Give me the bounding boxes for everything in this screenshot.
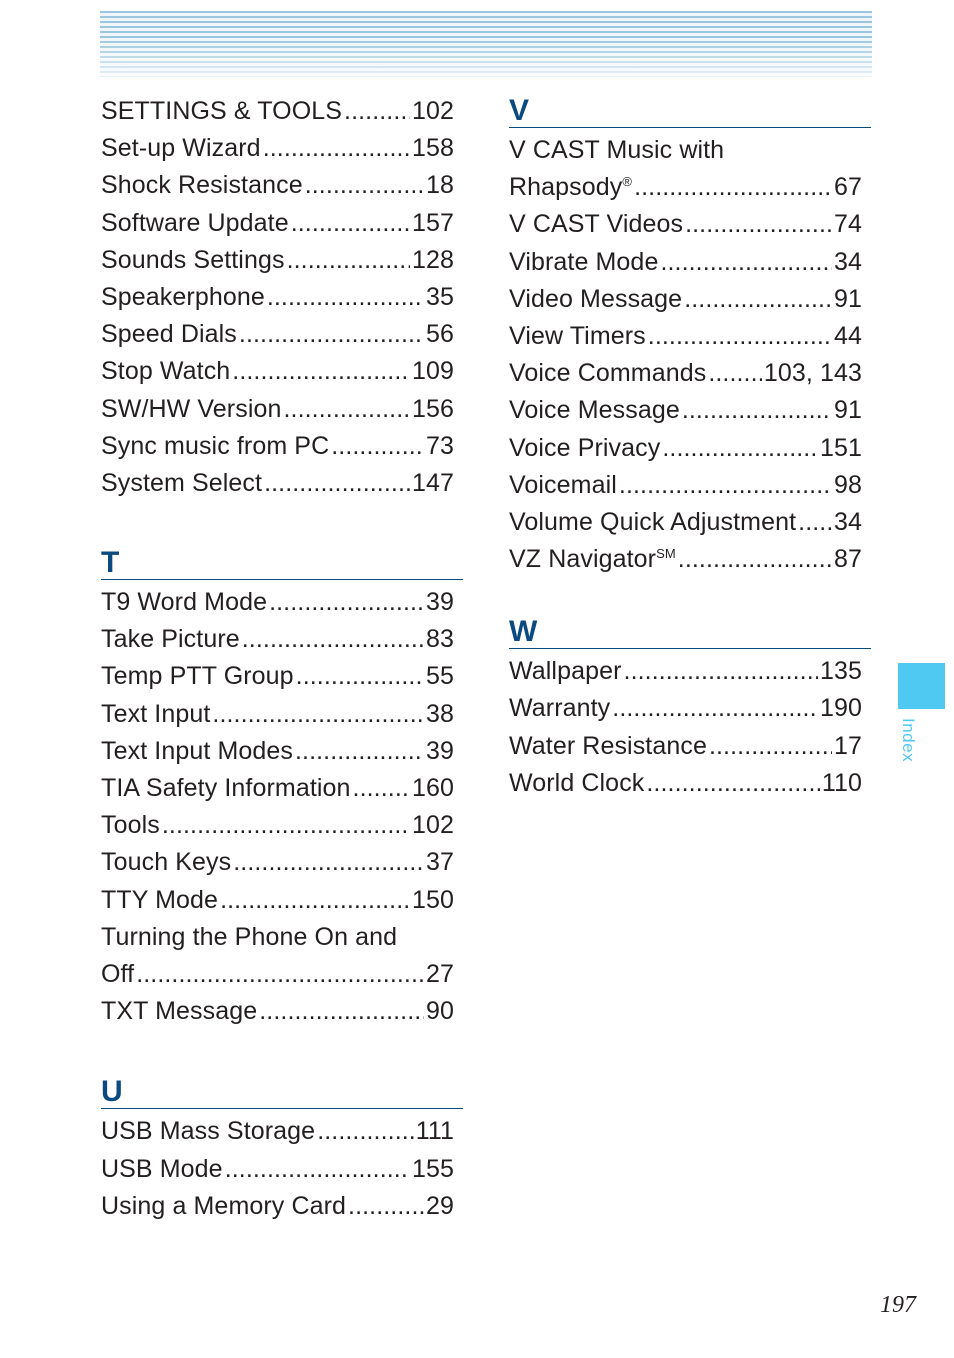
index-entry[interactable]: Voicemail ..... 98 — [509, 467, 862, 504]
index-entry-wrap-line[interactable]: V CAST Music with — [509, 136, 725, 164]
section-letter-w: W — [509, 614, 871, 649]
index-entry[interactable]: Take Picture ..... 83 — [101, 621, 454, 658]
header-decoration-fade — [100, 11, 872, 77]
index-entry[interactable]: Software Update ..... 157 — [101, 205, 454, 242]
u-entries-list — [101, 1113, 463, 1225]
index-side-tab[interactable] — [898, 663, 945, 709]
index-entry[interactable]: Wallpaper ..... 135 — [509, 653, 862, 690]
index-entry[interactable]: World Clock ..... 110 — [509, 765, 862, 802]
index-entry[interactable]: Rhapsody® ..... 67 — [509, 169, 862, 206]
index-entry[interactable]: View Timers ..... 44 — [509, 318, 862, 355]
t-entries-list — [101, 584, 463, 1030]
index-entry[interactable]: TTY Mode ..... 150 — [101, 882, 454, 919]
index-entry[interactable]: Speed Dials ..... 56 — [101, 316, 454, 353]
index-entry[interactable]: System Select ..... 147 — [101, 465, 454, 502]
index-column-right — [509, 93, 871, 802]
registered-mark: ® — [622, 174, 633, 190]
index-entry-wrap-line[interactable]: Turning the Phone On and — [101, 922, 398, 951]
index-entry[interactable]: Tools ..... 102 — [101, 807, 454, 844]
index-side-label: Index — [899, 718, 918, 763]
index-entry[interactable]: SW/HW Version ..... 156 — [101, 391, 454, 428]
section-w — [509, 614, 871, 802]
index-entry[interactable]: Text Input ..... 38 — [101, 696, 454, 733]
index-entry[interactable]: SETTINGS & TOOLS ..... 102 — [101, 93, 454, 130]
index-entry[interactable]: Temp PTT Group ..... 55 — [101, 658, 454, 695]
index-entry[interactable]: USB Mode ..... 155 — [101, 1151, 454, 1188]
index-column-left — [101, 93, 463, 1225]
index-entry[interactable]: Volume Quick Adjustment ..... 34 — [509, 504, 862, 541]
index-entry[interactable]: Stop Watch ..... 109 — [101, 353, 454, 390]
index-entry[interactable]: Shock Resistance ..... 18 — [101, 167, 454, 204]
index-entry[interactable]: Using a Memory Card ..... 29 — [101, 1188, 454, 1225]
index-entry[interactable]: Sounds Settings ..... 128 — [101, 242, 454, 279]
index-entry[interactable]: USB Mass Storage ..... 111 — [101, 1113, 454, 1150]
s-entries-list — [101, 93, 463, 502]
service-mark: SM — [656, 546, 676, 562]
index-entry[interactable]: TIA Safety Information ..... 160 — [101, 770, 454, 807]
index-entry[interactable]: V CAST Videos ..... 74 — [509, 206, 862, 243]
section-letter-v: V — [509, 93, 871, 128]
v-entries-list — [509, 132, 871, 578]
index-entry[interactable]: Warranty ..... 190 — [509, 690, 862, 727]
index-entry[interactable]: TXT Message ..... 90 — [101, 993, 454, 1030]
index-entry[interactable]: Touch Keys ..... 37 — [101, 844, 454, 881]
index-entry[interactable]: VZ Navigator℠ ..... 87 — [509, 541, 862, 578]
section-letter-t: T — [101, 545, 463, 580]
index-entry[interactable]: Off ..... 27 — [101, 956, 454, 993]
section-u — [101, 1074, 463, 1225]
index-entry[interactable]: Set-up Wizard ..... 158 — [101, 130, 454, 167]
index-entry[interactable]: T9 Word Mode ..... 39 — [101, 584, 454, 621]
section-letter-u: U — [101, 1074, 463, 1109]
section-v — [509, 93, 871, 578]
section-t — [101, 545, 463, 1030]
index-entry[interactable]: Voice Privacy ..... 151 — [509, 430, 862, 467]
page-number: 197 — [880, 1292, 916, 1318]
index-entry[interactable]: Video Message ..... 91 — [509, 281, 862, 318]
index-entry[interactable]: Sync music from PC ..... 73 — [101, 428, 454, 465]
index-entry[interactable]: Speakerphone ..... 35 — [101, 279, 454, 316]
index-entry[interactable]: Text Input Modes ..... 39 — [101, 733, 454, 770]
w-entries-list — [509, 653, 871, 802]
index-entry[interactable]: Vibrate Mode ..... 34 — [509, 244, 862, 281]
index-entry[interactable]: Water Resistance ..... 17 — [509, 728, 862, 765]
index-entry[interactable]: Voice Commands ..... 103, 143 — [509, 355, 862, 392]
index-entry[interactable]: Voice Message ..... 91 — [509, 392, 862, 429]
